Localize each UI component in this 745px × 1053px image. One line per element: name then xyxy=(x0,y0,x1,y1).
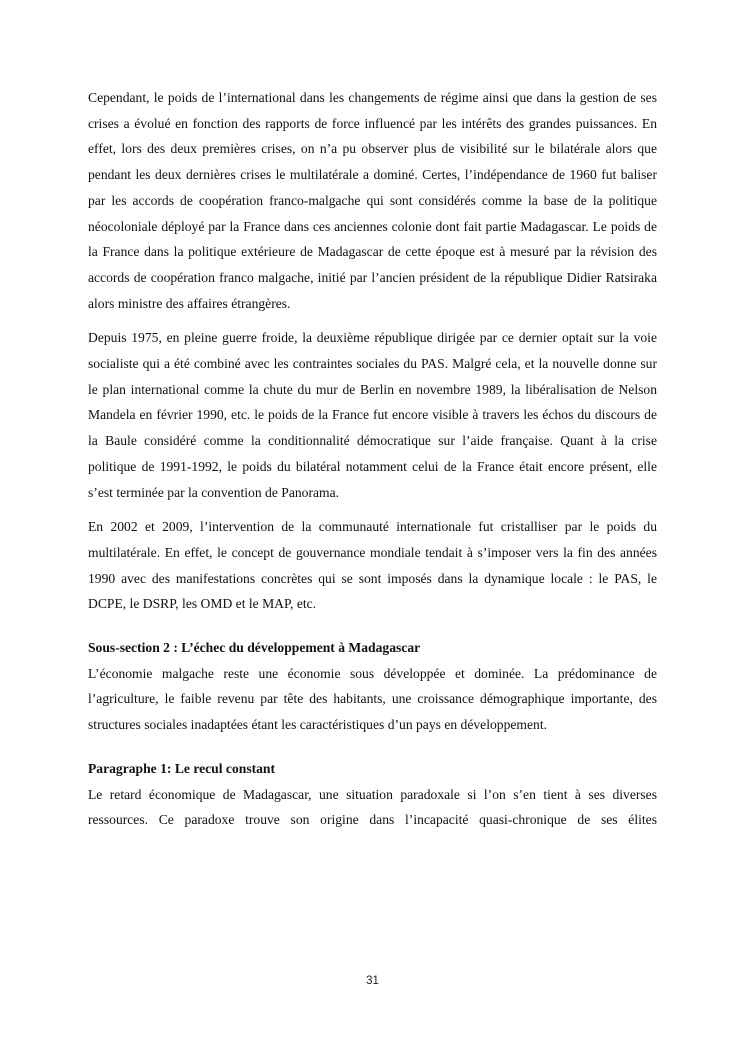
body-paragraph-2: Depuis 1975, en pleine guerre froide, la deuxième république dirigée par ce dernier optait sur la voie socialiste qui a été combiné avec les contraintes sociales du PAS. Malgré cela, et la nouvelle donne sur le plan international comme la chute du mur de Berlin en novembre 1989, la libéralisation de Nelson Mandela en février 1990, etc. le poids de la France fut encore visible à travers les échos du discours de la Baule considéré comme la conditionnalité démocratique sur l’aide française. Quant à la crise politique de 1991-1992, le poids du bilatéral notamment celui de la France était encore présent, elle s’est terminée par la convention de Panorama. xyxy=(88,330,657,500)
page-body xyxy=(88,85,657,833)
page-number: 31 xyxy=(366,975,379,987)
body-paragraph-1: Cependant, le poids de l’international dans les changements de régime ainsi que dans la gestion de ses crises a évolué en fonction des rapports de force influencé par les intérêts des grandes puissances. En effet, lors des deux premières crises, on n’a pu observer plus de visibilité sur le bilatérale alors que pendant les deux dernières crises le multilatérale a dominé. Certes, l’indépendance de 1960 fut baliser par les accords de coopération franco-malgache qui sont considérés comme la base de la politique néocoloniale déployé par la France dans ces anciennes colonie dont fait partie Madagascar. Le poids de la France dans la politique extérieure de Madagascar de cette époque est à mesuré par la révision des accords de coopération franco malgache, initié par l’ancien président de la république Didier Ratsiraka alors ministre des affaires étrangères. xyxy=(88,90,657,311)
section-paragraph: L’économie malgache reste une économie sous développée et dominée. La prédominance de l’agriculture, le faible revenu par tête des habitants, une croissance démographique importante, des structures sociales inadaptées étant les caractéristiques d’un pays en développement. xyxy=(88,665,657,733)
section-heading: Sous-section 2 : L’échec du développement à Madagascar xyxy=(88,640,421,656)
subsection-heading: Paragraphe 1: Le recul constant xyxy=(88,760,276,776)
body-paragraph-3: En 2002 et 2009, l’intervention de la communauté internationale fut cristalliser par le poids du multilatérale. En effet, le concept de gouvernance mondiale tendait à s’imposer vers la fin des années 1990 avec des manifestations concrètes qui se sont imposés dans la dynamique locale : le PAS, le DCPE, le DSRP, les OMD et le MAP, etc. xyxy=(88,519,657,612)
subsection-spacer xyxy=(88,738,657,756)
final-paragraph: Le retard économique de Madagascar, une situation paradoxale si l’on s’en tient à ses diverses ressources. Ce paradoxe trouve son origine dans l’incapacité quasi-chronique de ses élites xyxy=(88,786,657,828)
section-spacer xyxy=(88,617,657,635)
